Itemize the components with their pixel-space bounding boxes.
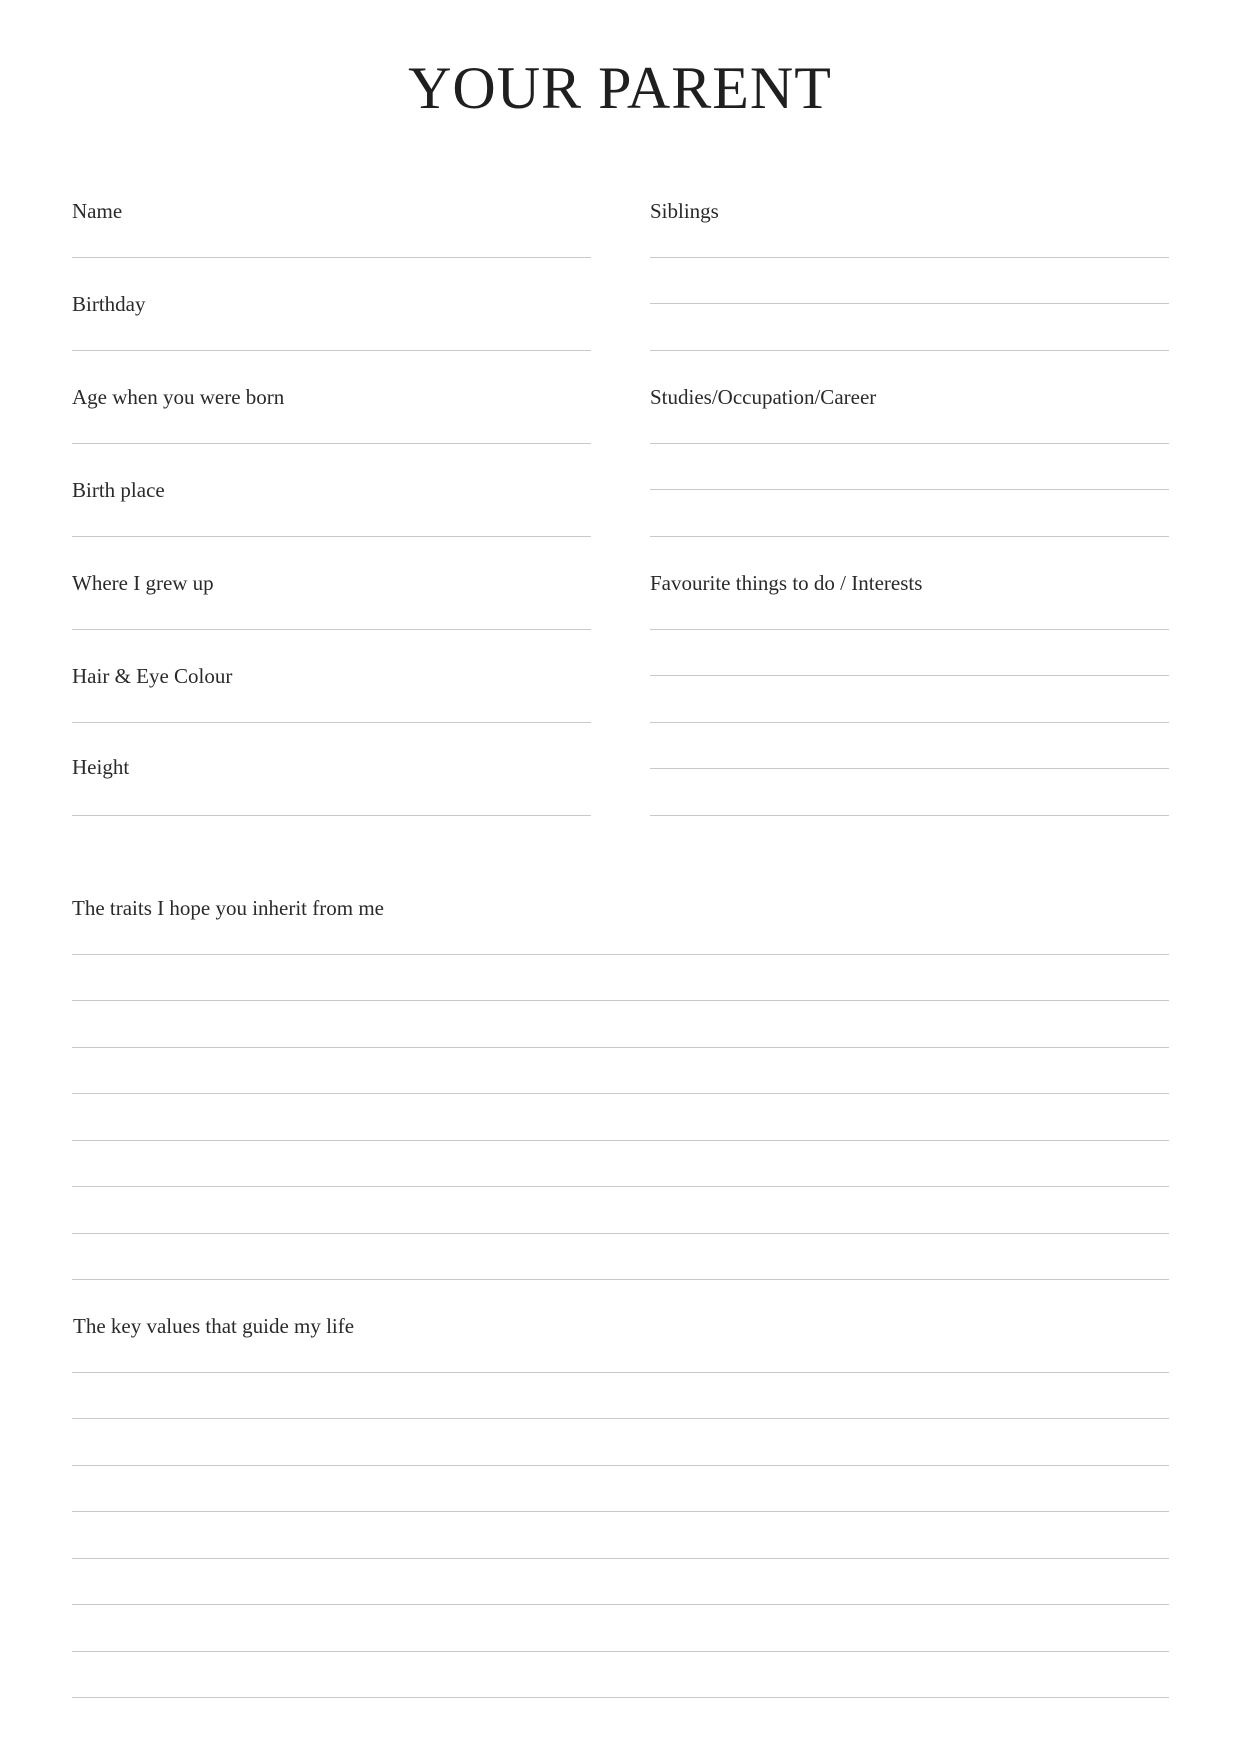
where-grew-up-field[interactable] <box>72 629 591 630</box>
values-line[interactable] <box>72 1372 1169 1373</box>
birth-place-field[interactable] <box>72 536 591 537</box>
traits-line[interactable] <box>72 1093 1169 1094</box>
values-line[interactable] <box>72 1558 1169 1559</box>
where-grew-up-label: Where I grew up <box>72 571 214 595</box>
height-field[interactable] <box>72 815 591 816</box>
interests-line[interactable] <box>650 722 1169 723</box>
values-line[interactable] <box>72 1511 1169 1512</box>
studies-occupation-career-line[interactable] <box>650 443 1169 444</box>
height-label: Height <box>72 755 130 779</box>
studies-occupation-career-line[interactable] <box>650 489 1169 490</box>
age-when-born-field[interactable] <box>72 443 591 444</box>
traits-line[interactable] <box>72 1233 1169 1234</box>
values-line[interactable] <box>72 1697 1169 1698</box>
interests-line[interactable] <box>650 629 1169 630</box>
siblings-line[interactable] <box>650 303 1169 304</box>
traits-line[interactable] <box>72 1186 1169 1187</box>
studies-occupation-career-label: Studies/Occupation/Career <box>650 385 877 409</box>
hair-eye-colour-field[interactable] <box>72 722 591 723</box>
values-line[interactable] <box>72 1604 1169 1605</box>
hair-eye-colour-label: Hair & Eye Colour <box>72 664 233 688</box>
interests-line[interactable] <box>650 768 1169 769</box>
values-line[interactable] <box>72 1651 1169 1652</box>
studies-occupation-career-line[interactable] <box>650 536 1169 537</box>
values-line[interactable] <box>72 1418 1169 1419</box>
interests-label: Favourite things to do / Interests <box>650 571 923 595</box>
page-title: YOUR PARENT <box>408 55 832 121</box>
traits-line[interactable] <box>72 1279 1169 1280</box>
traits-line[interactable] <box>72 1140 1169 1141</box>
siblings-line[interactable] <box>650 257 1169 258</box>
interests-line[interactable] <box>650 815 1169 816</box>
age-when-born-label: Age when you were born <box>72 385 285 409</box>
traits-line[interactable] <box>72 954 1169 955</box>
name-field[interactable] <box>72 257 591 258</box>
siblings-line[interactable] <box>650 350 1169 351</box>
birth-place-label: Birth place <box>72 478 165 502</box>
traits-line[interactable] <box>72 1047 1169 1048</box>
birthday-field[interactable] <box>72 350 591 351</box>
interests-line[interactable] <box>650 675 1169 676</box>
values-label: The key values that guide my life <box>73 1314 355 1338</box>
values-line[interactable] <box>72 1465 1169 1466</box>
name-label: Name <box>72 199 123 223</box>
siblings-label: Siblings <box>650 199 719 223</box>
traits-line[interactable] <box>72 1000 1169 1001</box>
birthday-label: Birthday <box>72 292 146 316</box>
traits-label: The traits I hope you inherit from me <box>72 896 384 920</box>
